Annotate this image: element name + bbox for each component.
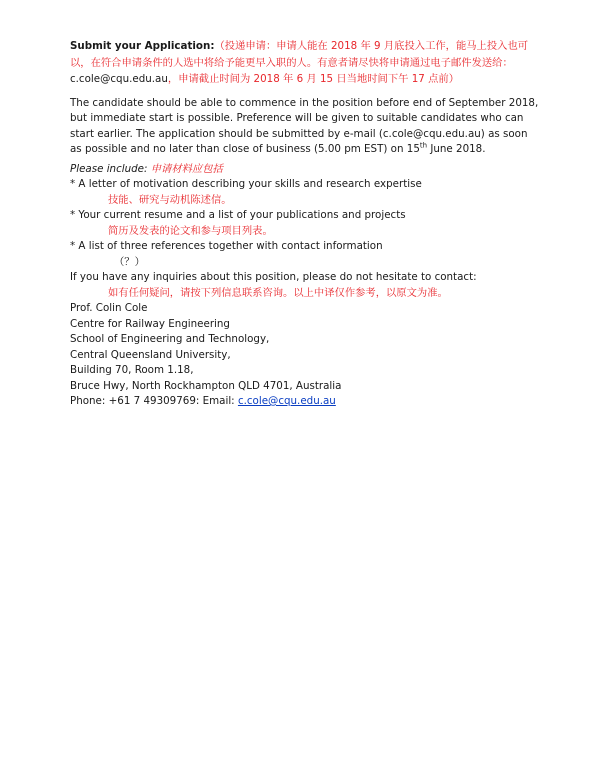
include-item-2-cn: 简历及发表的论文和参与项目列表。 [108, 224, 273, 237]
submit-application-paragraph [70, 38, 540, 88]
include-item-3-cn: （？） [114, 255, 145, 268]
contact-phone-email [70, 394, 540, 410]
inquiries-cn: 如有任何疑问，请按下列信息联系咨询。以上中译仅作参考，以原文为准。 [108, 286, 448, 299]
submit-cn-text-1: （投递申请：申请人能在 2018 年 9 月底投入工作，能马上投入也可以，在符合申请条件的人选中将给予能更早入职的人。有意者请尽快将申请通过电子邮件发送给： [70, 40, 529, 69]
submit-cn-text-2: ，申请截止时间为 2018 年 6 月 15 日当地时间下午 17 点前） [167, 73, 459, 85]
submit-label: Submit your Application: [70, 40, 215, 52]
contact-university: Central Queensland University, [70, 348, 231, 361]
phone-label: Phone: +61 7 49309769: Email: [70, 395, 238, 407]
please-include-cn: 申请材料应包括 [150, 162, 223, 175]
please-include-label: Please include: [70, 162, 151, 175]
candidate-paragraph [70, 96, 540, 158]
include-item-3: * A list of three references together with contact information [70, 240, 383, 252]
submit-email: c.cole@cqu.edu.au [70, 73, 168, 85]
document-content [70, 38, 540, 410]
contact-address: Bruce Hwy, North Rockhampton QLD 4701, Australia [70, 379, 342, 392]
include-item-1-cn: 技能、研究与动机陈述信。 [108, 193, 232, 206]
candidate-text-end: June 2018. [427, 143, 486, 155]
date-suffix: th [419, 141, 428, 150]
include-item-2: * Your current resume and a list of your publications and projects [70, 209, 406, 221]
contact-centre: Centre for Railway Engineering [70, 317, 230, 330]
contact-name: Prof. Colin Cole [70, 302, 148, 314]
email-link[interactable]: c.cole@cqu.edu.au [237, 395, 336, 407]
include-item-1: * A letter of motivation describing your skills and research expertise [70, 178, 422, 190]
contact-building: Building 70, Room 1.18, [70, 364, 194, 376]
inquiries-line: If you have any inquiries about this position, please do not hesitate to contact: [70, 271, 477, 283]
candidate-text: The candidate should be able to commence in the position before end of September 2018, but immediate start is possible. Preference will be given to suitable candidates who can start earlier. The application should be submitted by e-mail (c.cole@cqu.edu.au) as soon as possible and no later than close of business (5.00 pm EST) on 15 [70, 96, 539, 155]
please-include-line [70, 162, 540, 178]
contact-school: School of Engineering and Technology, [70, 333, 270, 345]
